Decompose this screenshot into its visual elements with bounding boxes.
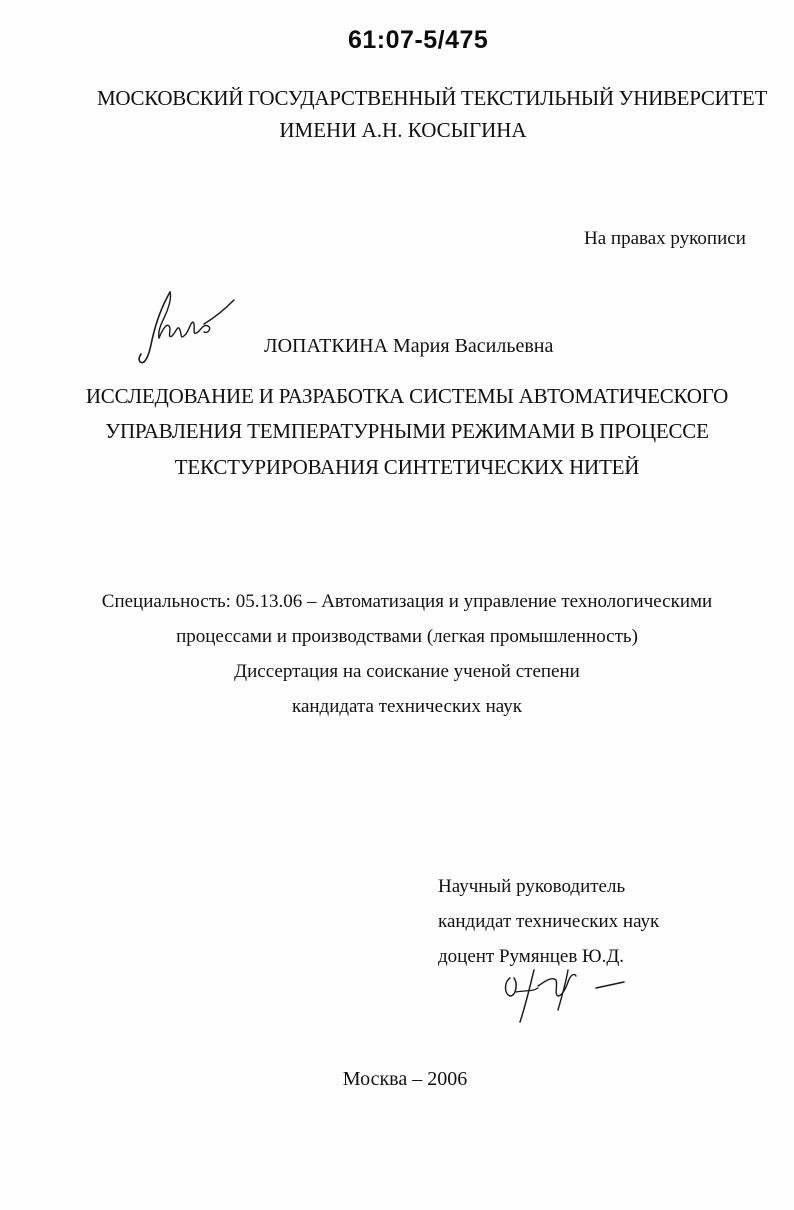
author-name: ЛОПАТКИНА Мария Васильевна [264, 335, 554, 357]
university-name-line1: МОСКОВСКИЙ ГОСУДАРСТВЕННЫЙ ТЕКСТИЛЬНЫЙ УНИВЕРСИТЕТ [97, 86, 767, 110]
dissertation-title-line3: ТЕКСТУРИРОВАНИЯ СИНТЕТИЧЕСКИХ НИТЕЙ [174, 455, 640, 479]
place-and-year: Москва – 2006 [342, 1068, 468, 1090]
supervisor-degree: кандидат технических наук [438, 911, 660, 932]
degree-line1: Диссертация на соискание ученой степени [234, 661, 580, 682]
supervisor-role: Научный руководитель [438, 876, 626, 897]
university-name-line2: ИМЕНИ А.Н. КОСЫГИНА [279, 118, 527, 142]
catalog-number: 61:07-5/475 [348, 26, 489, 54]
author-signature [132, 288, 242, 368]
specialty-line1: Специальность: 05.13.06 – Автоматизация и управление технологическими [101, 591, 713, 612]
supervisor-name: доцент Румянцев Ю.Д. [438, 946, 625, 967]
manuscript-rights-note: На правах рукописи [584, 228, 746, 249]
specialty-line2: процессами и производствами (легкая промышленность) [176, 626, 638, 647]
supervisor-signature [496, 962, 636, 1032]
dissertation-title-line2: УПРАВЛЕНИЯ ТЕМПЕРАТУРНЫМИ РЕЖИМАМИ В ПРОЦЕССЕ [105, 419, 709, 443]
degree-line2: кандидата технических наук [292, 696, 522, 717]
dissertation-title-line1: ИССЛЕДОВАНИЕ И РАЗРАБОТКА СИСТЕМЫ АВТОМАТИЧЕСКОГО [85, 384, 729, 408]
